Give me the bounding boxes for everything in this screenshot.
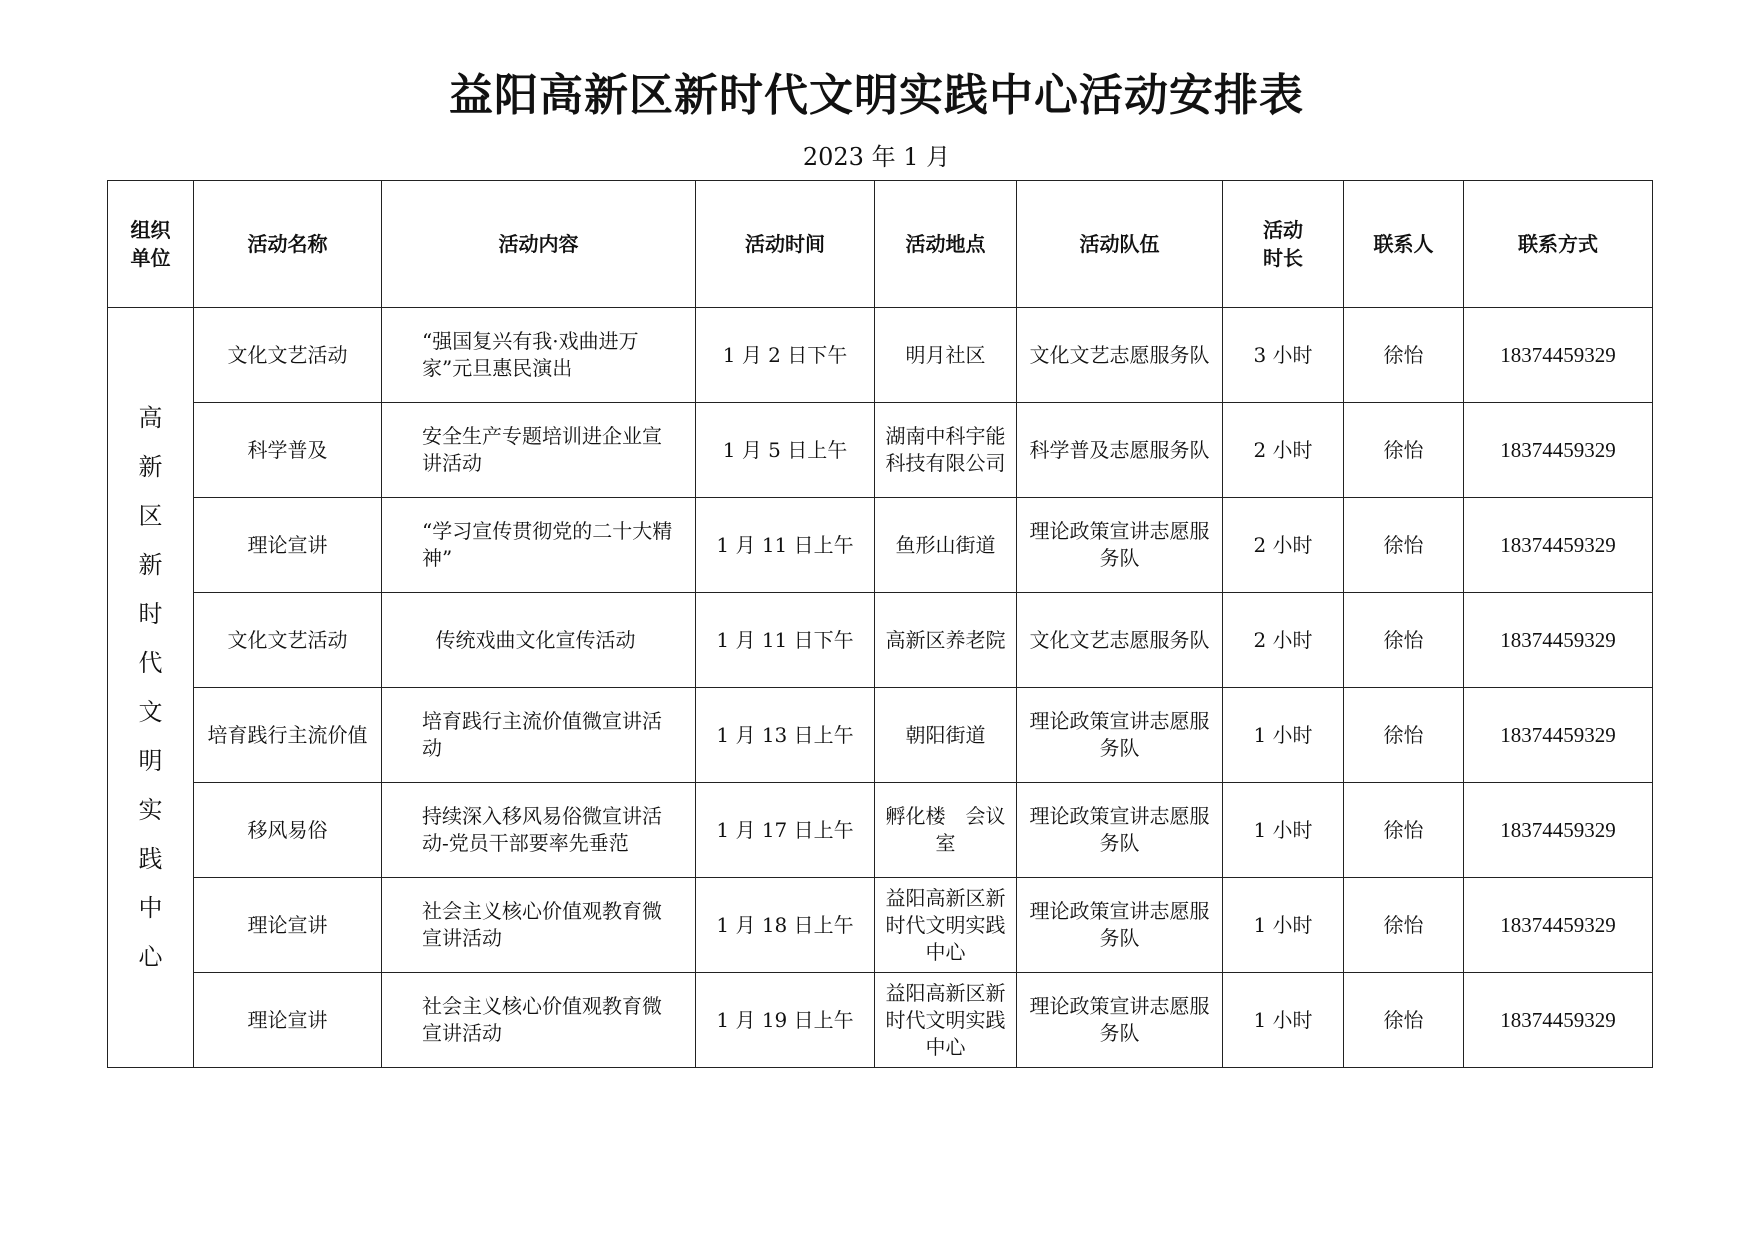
activity-place: 湖南中科宇能科技有限公司: [875, 403, 1017, 498]
activity-place: 朝阳街道: [875, 688, 1017, 783]
activity-name: 文化文艺活动: [194, 308, 382, 403]
organizer-cell: 高新区新时代文明实践中心: [108, 308, 194, 1068]
activity-team: 理论政策宣讲志愿服务队: [1017, 498, 1223, 593]
header-content: 活动内容: [382, 181, 696, 308]
table-row: [108, 498, 1653, 593]
activity-content: “学习宣传贯彻党的二十大精神”: [382, 498, 696, 593]
header-contact: 联系人: [1344, 181, 1464, 308]
activity-duration: 1 小时: [1223, 973, 1344, 1068]
activity-place: 明月社区: [875, 308, 1017, 403]
activity-team: 理论政策宣讲志愿服务队: [1017, 973, 1223, 1068]
activity-name: 培育践行主流价值: [194, 688, 382, 783]
activity-content: 社会主义核心价值观教育微宣讲活动: [382, 878, 696, 973]
activity-time: 1 月 18 日上午: [696, 878, 875, 973]
activity-phone: 18374459329: [1464, 308, 1653, 403]
activity-place: 孵化楼 会议 室: [875, 783, 1017, 878]
activity-contact: 徐怡: [1344, 878, 1464, 973]
table-row: [108, 593, 1653, 688]
activity-place: 益阳高新区新时代文明实践中心: [875, 878, 1017, 973]
activity-phone: 18374459329: [1464, 878, 1653, 973]
page-title: 益阳高新区新时代文明实践中心活动安排表: [449, 70, 1304, 121]
activity-content: 安全生产专题培训进企业宣讲活动: [382, 403, 696, 498]
activity-duration: 3 小时: [1223, 308, 1344, 403]
activity-contact: 徐怡: [1344, 403, 1464, 498]
activity-name: 理论宣讲: [194, 878, 382, 973]
activity-content: 传统戏曲文化宣传活动: [382, 593, 696, 688]
activity-team: 理论政策宣讲志愿服务队: [1017, 783, 1223, 878]
activity-time: 1 月 11 日上午: [696, 498, 875, 593]
table-row: [108, 688, 1653, 783]
activity-time: 1 月 19 日上午: [696, 973, 875, 1068]
activity-content: 持续深入移风易俗微宣讲活动-党员干部要率先垂范: [382, 783, 696, 878]
activity-contact: 徐怡: [1344, 498, 1464, 593]
activity-schedule-table: [107, 180, 1653, 1068]
activity-contact: 徐怡: [1344, 783, 1464, 878]
activity-name: 科学普及: [194, 403, 382, 498]
activity-phone: 18374459329: [1464, 783, 1653, 878]
activity-duration: 1 小时: [1223, 783, 1344, 878]
activity-place: 鱼形山街道: [875, 498, 1017, 593]
activity-time: 1 月 5 日上午: [696, 403, 875, 498]
activity-content: “强国复兴有我·戏曲进万家”元旦惠民演出: [382, 308, 696, 403]
activity-place: 高新区养老院: [875, 593, 1017, 688]
table-row: [108, 308, 1653, 403]
activity-time: 1 月 11 日下午: [696, 593, 875, 688]
activity-team: 理论政策宣讲志愿服务队: [1017, 688, 1223, 783]
activity-content: 培育践行主流价值微宣讲活动: [382, 688, 696, 783]
activity-duration: 1 小时: [1223, 878, 1344, 973]
activity-contact: 徐怡: [1344, 688, 1464, 783]
header-place: 活动地点: [875, 181, 1017, 308]
activity-time: 1 月 13 日上午: [696, 688, 875, 783]
activity-phone: 18374459329: [1464, 403, 1653, 498]
activity-name: 文化文艺活动: [194, 593, 382, 688]
activity-duration: 2 小时: [1223, 498, 1344, 593]
activity-team: 文化文艺志愿服务队: [1017, 308, 1223, 403]
header-phone: 联系方式: [1464, 181, 1653, 308]
activity-time: 1 月 2 日下午: [696, 308, 875, 403]
activity-team: 科学普及志愿服务队: [1017, 403, 1223, 498]
table-row: [108, 878, 1653, 973]
activity-name: 理论宣讲: [194, 973, 382, 1068]
table-header-row: [108, 181, 1653, 308]
header-duration: 活动时长: [1223, 181, 1344, 308]
activity-contact: 徐怡: [1344, 973, 1464, 1068]
activity-contact: 徐怡: [1344, 308, 1464, 403]
activity-team: 文化文艺志愿服务队: [1017, 593, 1223, 688]
activity-duration: 2 小时: [1223, 403, 1344, 498]
activity-phone: 18374459329: [1464, 593, 1653, 688]
page-subtitle: 2023 年 1 月: [802, 143, 951, 171]
header-time: 活动时间: [696, 181, 875, 308]
header-org: 组织单位: [108, 181, 194, 308]
activity-name: 移风易俗: [194, 783, 382, 878]
activity-time: 1 月 17 日上午: [696, 783, 875, 878]
activity-phone: 18374459329: [1464, 498, 1653, 593]
activity-team: 理论政策宣讲志愿服务队: [1017, 878, 1223, 973]
table-row: [108, 403, 1653, 498]
activity-name: 理论宣讲: [194, 498, 382, 593]
activity-duration: 1 小时: [1223, 688, 1344, 783]
activity-content: 社会主义核心价值观教育微宣讲活动: [382, 973, 696, 1068]
activity-place: 益阳高新区新时代文明实践中心: [875, 973, 1017, 1068]
activity-phone: 18374459329: [1464, 973, 1653, 1068]
table-row: [108, 783, 1653, 878]
header-team: 活动队伍: [1017, 181, 1223, 308]
activity-phone: 18374459329: [1464, 688, 1653, 783]
activity-duration: 2 小时: [1223, 593, 1344, 688]
activity-contact: 徐怡: [1344, 593, 1464, 688]
header-name: 活动名称: [194, 181, 382, 308]
table-row: [108, 973, 1653, 1068]
